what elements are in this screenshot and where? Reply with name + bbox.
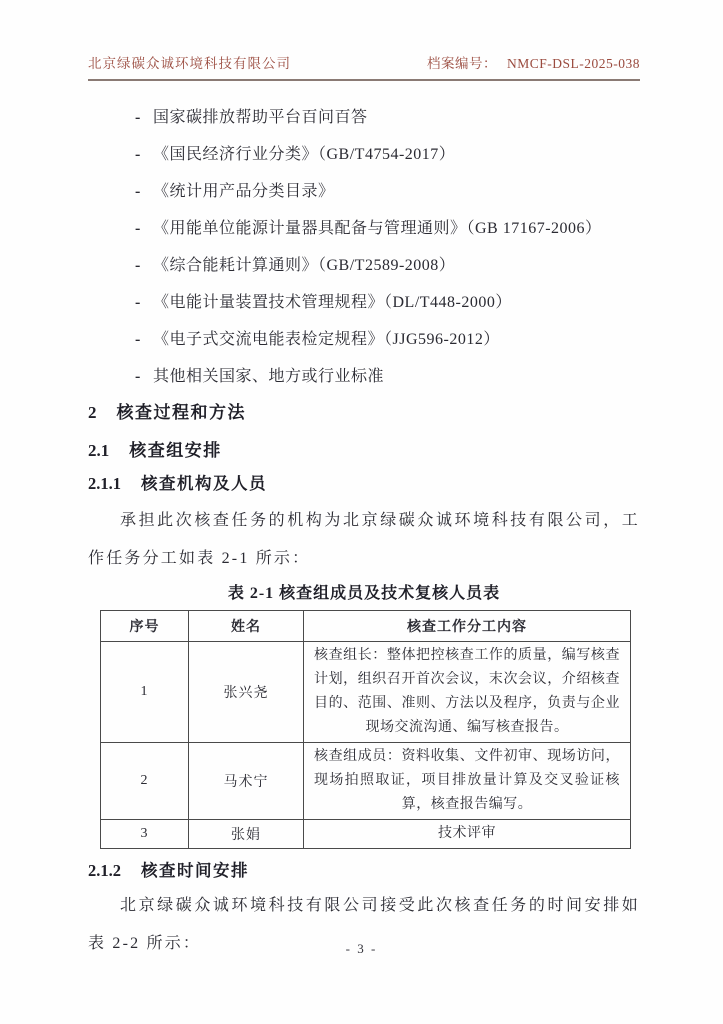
table-caption: 表 2-1 核查组成员及技术复核人员表 <box>227 585 501 602</box>
cell-name: 张兴尧 <box>189 642 304 743</box>
bullet-dash: - <box>135 331 141 348</box>
reference-text: 《国民经济行业分类》（GB/T4754-2017） <box>153 146 456 163</box>
table-row <box>101 820 631 849</box>
bullet-dash: - <box>135 109 141 126</box>
reference-text: 《电子式交流电能表检定规程》（JJG596-2012） <box>153 331 500 348</box>
list-item <box>88 210 640 247</box>
bullet-dash: - <box>135 368 141 385</box>
file-number-value: NMCF-DSL-2025-038 <box>506 56 640 71</box>
bullet-dash: - <box>135 220 141 237</box>
page-number: - 3 - <box>345 941 378 956</box>
cell-no: 1 <box>101 642 189 743</box>
reference-text: 国家碳排放帮助平台百问百答 <box>153 109 368 126</box>
cell-no: 2 <box>101 743 189 820</box>
list-item <box>88 136 640 173</box>
reference-text: 《综合能耗计算通则》（GB/T2589-2008） <box>153 257 456 274</box>
section-number: 2 <box>88 403 97 422</box>
schedule-intro-paragraph: 北京绿碳众诚环境科技有限公司接受此次核查任务的时间安排如表 2-2 所示： <box>88 897 640 952</box>
section-heading-2-1 <box>88 439 640 463</box>
cell-duty: 核查组长：整体把控核查工作的质量，编写核查计划，组织召开首次会议，末次会议，介绍核查目的、范围、准则、方法以及程序，负责与企业现场交流沟通、编写核查报告。 <box>304 642 631 743</box>
section-title: 核查过程和方法 <box>116 403 246 422</box>
column-header-no: 序号 <box>101 611 189 642</box>
team-table <box>100 610 631 849</box>
section-title: 核查机构及人员 <box>141 474 267 493</box>
header-file-number <box>427 52 640 72</box>
column-header-name: 姓名 <box>189 611 304 642</box>
bullet-dash: - <box>135 294 141 311</box>
section-heading-2 <box>88 401 640 425</box>
file-number-label: 档案编号： <box>426 56 497 71</box>
list-item <box>88 99 640 136</box>
table-row <box>101 743 631 820</box>
reference-text: 《统计用产品分类目录》 <box>153 183 335 200</box>
section-title: 核查时间安排 <box>141 861 249 880</box>
reference-text: 其他相关国家、地方或行业标准 <box>153 368 385 385</box>
cell-duty: 技术评审 <box>304 820 631 849</box>
section-title: 核查组安排 <box>129 441 222 460</box>
section-heading-2-1-2 <box>88 859 640 883</box>
bullet-dash: - <box>135 183 141 200</box>
bullet-dash: - <box>135 257 141 274</box>
section-number: 2.1.2 <box>88 861 121 880</box>
table-header-row <box>101 611 631 642</box>
list-item <box>88 173 640 210</box>
list-item <box>88 321 640 358</box>
cell-name: 马术宁 <box>189 743 304 820</box>
section-heading-2-1-1 <box>88 472 640 496</box>
list-item <box>88 284 640 321</box>
reference-text: 《用能单位能源计量器具配备与管理通则》（GB 17167-2006） <box>153 220 602 237</box>
table-row <box>101 642 631 743</box>
section-number: 2.1 <box>88 441 110 460</box>
reference-list <box>88 99 640 395</box>
column-header-duty: 核查工作分工内容 <box>304 611 631 642</box>
bullet-dash: - <box>135 146 141 163</box>
section-number: 2.1.1 <box>88 474 121 493</box>
list-item <box>88 247 640 284</box>
page-header <box>88 0 640 81</box>
cell-no: 3 <box>101 820 189 849</box>
cell-name: 张娟 <box>189 820 304 849</box>
header-company-name: 北京绿碳众诚环境科技有限公司 <box>88 56 291 71</box>
list-item <box>88 358 640 395</box>
team-intro-paragraph: 承担此次核查任务的机构为北京绿碳众诚环境科技有限公司，工作任务分工如表 2-1 所示： <box>88 512 640 567</box>
reference-text: 《电能计量装置技术管理规程》（DL/T448-2000） <box>153 294 512 311</box>
cell-duty: 核查组成员：资料收集、文件初审、现场访问，现场拍照取证，项目排放量计算及交叉验证核算，核查报告编写。 <box>304 743 631 820</box>
page-content <box>88 0 640 963</box>
